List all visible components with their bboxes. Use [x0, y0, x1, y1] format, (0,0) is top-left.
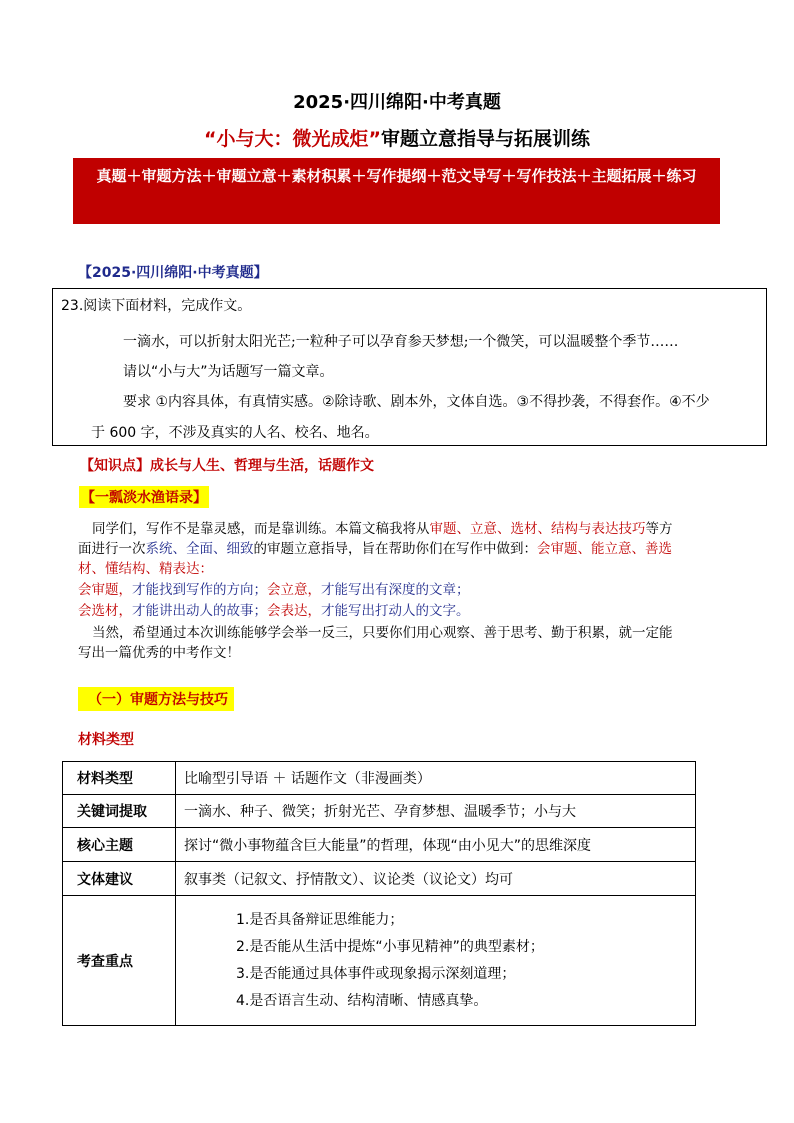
table-value: 探讨“微小事物蕴含巨大能量”的哲理，体现“由小见大”的思维深度: [176, 828, 696, 862]
subtitle-rest: 审题立意指导与拓展训练: [380, 128, 590, 150]
table-row: [63, 828, 696, 862]
intro-text: 才能找到写作的方向；: [132, 582, 267, 598]
question-line-1: 23.阅读下面材料，完成作文。: [61, 298, 252, 314]
focus-item: 4.是否语言生动、结构清晰、情感真挚。: [236, 992, 488, 1009]
analysis-table: [62, 761, 696, 1026]
intro-highlight: 会立意，: [267, 582, 321, 598]
table-value: 叙事类（记叙文、抒情散文）、议论类（议论文）均可: [176, 862, 696, 896]
question-line-5: 于 600 字，不涉及真实的人名、校名、地名。: [91, 425, 379, 441]
exam-source: 【2025·四川绵阳·中考真题】: [78, 265, 268, 281]
table-key: 考查重点: [63, 896, 176, 1026]
question-line-2: 一滴水，可以折射太阳光芒;一粒种子可以孕育参天梦想;一个微笑，可以温暖整个季节……: [123, 334, 679, 350]
table-value: 比喻型引导语 ＋ 话题作文（非漫画类）: [176, 762, 696, 795]
intro-text: 才能讲出动人的故事；: [132, 603, 267, 619]
intro-highlight: 会审题、能立意、善选: [537, 541, 672, 557]
table-key: 文体建议: [63, 862, 176, 896]
knowledge-point: 【知识点】成长与人生、哲理与生活，话题作文: [80, 458, 374, 474]
intro-text: 同学们，写作不是靠灵感，而是靠训练。本篇文稿我将从: [92, 521, 430, 537]
material-type-heading: 材料类型: [78, 732, 134, 748]
page-subtitle: [0, 124, 794, 151]
question-line-4: 要求 ①内容具体，有真情实感。②除诗歌、剧本外，文体自选。③不得抄袭，不得套作。④不少: [123, 394, 710, 410]
question-line-3: 请以“小与大”为话题写一篇文章。: [123, 364, 334, 380]
table-row: [63, 896, 696, 1026]
intro-heading: 【一瓢淡水渔语录】: [79, 486, 209, 508]
table-key: 核心主题: [63, 828, 176, 862]
table-value: 一滴水、种子、微笑；折射光芒、孕育梦想、温暖季节；小与大: [176, 795, 696, 828]
table-row: [63, 762, 696, 795]
focus-item: 1.是否具备辩证思维能力；: [236, 911, 404, 928]
focus-item: 2.是否能从生活中提炼“小事见精神”的典型素材；: [236, 938, 544, 955]
intro-text: 的审题立意指导，旨在帮助你们在写作中做到：: [253, 541, 537, 557]
intro-highlight: 会选材，: [78, 603, 132, 619]
intro-line-5: [78, 599, 470, 619]
focus-item: 3.是否能通过具体事件或现象揭示深刻道理；: [236, 965, 516, 982]
question-box: [52, 288, 767, 446]
intro-highlight: 系统、全面、细致: [145, 541, 254, 557]
intro-line-4: [78, 578, 470, 598]
section-heading: （一）审题方法与技巧: [78, 687, 234, 711]
table-key: 材料类型: [63, 762, 176, 795]
intro-text: 才能写出打动人的文字。: [321, 603, 470, 619]
intro-line-1: [92, 517, 673, 537]
focus-list: [176, 896, 696, 1026]
table-key: 关键词提取: [63, 795, 176, 828]
intro-highlight: 审题、立意、选材、结构与表达技巧: [429, 521, 646, 537]
intro-highlight: 会表达，: [267, 603, 321, 619]
intro-line-2: [78, 537, 672, 557]
intro-line-7: 写出一篇优秀的中考作文！: [78, 645, 240, 661]
table-row: [63, 862, 696, 896]
outline-banner: 真题＋审题方法＋审题立意＋素材积累＋写作提纲＋范文导写＋写作技法＋主题拓展＋练习: [73, 158, 720, 224]
intro-text: 面进行一次: [78, 541, 146, 557]
intro-highlight: 会审题，: [78, 582, 132, 598]
intro-line-6: 当然，希望通过本次训练能够学会举一反三，只要你们用心观察、善于思考、勤于积累，就一定能: [92, 625, 673, 641]
page-title: 2025·四川绵阳·中考真题: [293, 92, 501, 113]
subtitle-quote: “小与大：微光成炬”: [204, 128, 381, 150]
table-row: [63, 795, 696, 828]
intro-text: 等方: [645, 521, 673, 537]
intro-line-3: 材、懂结构、精表达：: [78, 561, 213, 577]
intro-text: 才能写出有深度的文章；: [321, 582, 470, 598]
